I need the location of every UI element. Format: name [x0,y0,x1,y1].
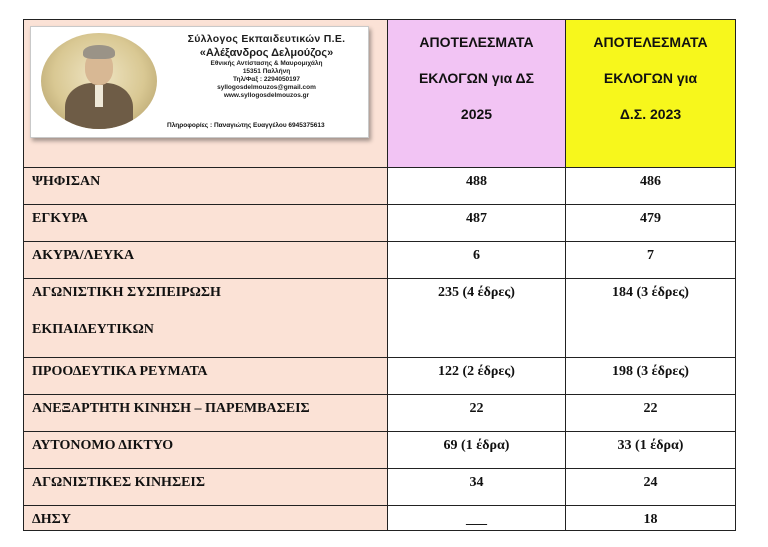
header-2023-line3: Δ.Σ. 2023 [619,106,682,122]
value-2023: 33 (1 έδρα) [617,438,684,453]
table-row [24,395,736,432]
table-row [24,242,736,279]
row-label: ΑΥΤΟΝΟΜΟ ΔΙΚΤΥΟ [32,438,174,453]
logo-website: www.syllogosdelmouzos.gr [223,92,310,99]
header-2023 [566,20,736,168]
row-label: ΑΝΕΞΑΡΤΗΤΗ ΚΙΝΗΣΗ – ΠΑΡΕΜΒΑΣΕΙΣ [32,401,310,416]
logo-address: Εθνικής Αντίστασης & Μαυρομιχάλη [210,60,323,67]
table-row [24,279,736,358]
table-row [24,205,736,242]
table-row [24,168,736,205]
logo-info: Πληροφορίες : Παναγιώτης Ευαγγέλου 6945375613 [167,122,325,129]
logo-name: «Αλέξανδρος Δελμούζος» [199,47,334,59]
logo-email: syllogosdelmouzos@gmail.com [217,84,316,91]
row-label: ΕΓΚΥΡΑ [32,211,88,226]
value-2023: 22 [643,401,658,416]
header-2023-line2: ΕΚΛΟΓΩΝ για [603,70,698,86]
header-row [24,20,736,168]
value-2025: 34 [469,475,484,490]
header-2025-line1: ΑΠΟΤΕΛΕΣΜΑΤΑ [419,34,534,50]
value-2025: 6 [473,248,480,263]
row-label: ΑΚΥΡΑ/ΛΕΥΚΑ [32,248,135,263]
value-2025: 69 (1 έδρα) [443,438,510,453]
table-row [24,358,736,395]
row-label: ΠΡΟΟΔΕΥΤΙΚΑ ΡΕΥΜΑΤΑ [32,364,208,379]
table-row [24,432,736,469]
header-2025-line3: 2025 [460,106,493,122]
header-2025 [388,20,566,168]
table-row [24,506,736,531]
value-2025: 487 [466,211,487,226]
logo-title: Σύλλογος Εκπαιδευτικών Π.Ε. [187,33,346,45]
portrait-image [41,33,157,129]
value-2025: 488 [466,174,487,189]
value-2023: 184 (3 έδρες) [612,285,689,300]
row-label: ΨΗΦΙΣΑΝ [32,174,101,189]
row-label: ΑΓΩΝΙΣΤΙΚΕΣ ΚΙΝΗΣΕΙΣ [32,475,206,490]
row-label: ΑΓΩΝΙΣΤΙΚΗ ΣΥΣΠΕΙΡΩΣΗ [32,285,221,300]
value-2023: 18 [643,512,658,527]
row-label-continued: ΕΚΠΑΙΔΕΥΤΙΚΩΝ [32,322,154,337]
header-2025-line2: ΕΚΛΟΓΩΝ για ΔΣ [418,70,535,86]
election-results-table [23,19,736,531]
row-label: ΔΗΣΥ [32,512,71,527]
logo-cell [24,20,388,168]
value-2023: 24 [643,475,658,490]
value-2025: 22 [469,401,484,416]
header-2023-line1: ΑΠΟΤΕΛΕΣΜΑΤΑ [593,34,708,50]
value-2025: ___ [466,512,487,527]
value-2025: 235 (4 έδρες) [438,285,515,300]
value-2025: 122 (2 έδρες) [438,364,515,379]
value-2023: 479 [640,211,661,226]
value-2023: 486 [640,174,661,189]
value-2023: 7 [647,248,654,263]
association-logo [30,26,369,138]
logo-postcode: 15351 Παλλήνη [242,68,291,75]
logo-phone: Τηλ/Φαξ : 2294050197 [232,76,301,83]
value-2023: 198 (3 έδρες) [612,364,689,379]
table-row [24,469,736,506]
